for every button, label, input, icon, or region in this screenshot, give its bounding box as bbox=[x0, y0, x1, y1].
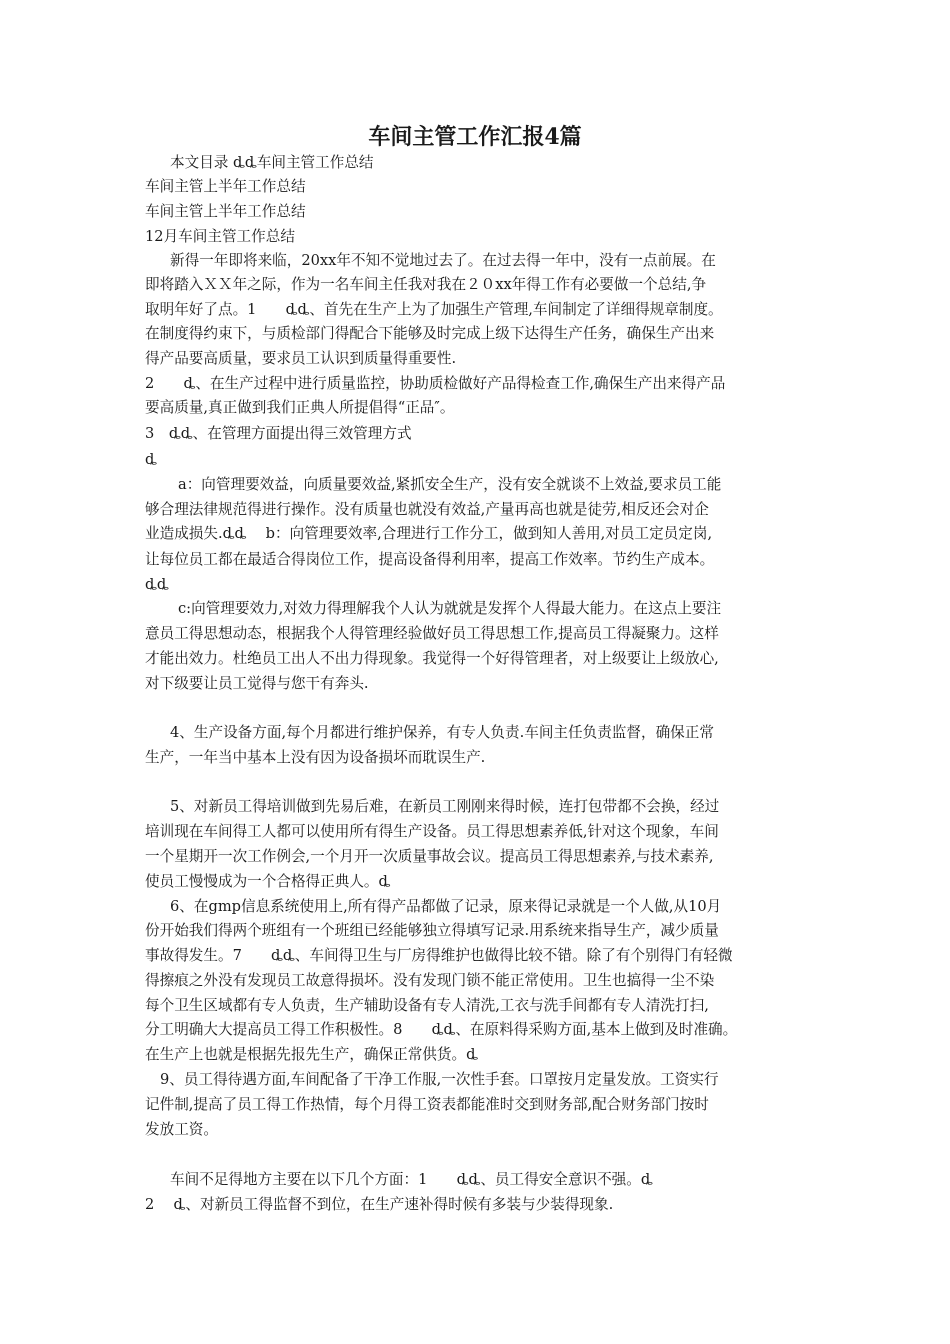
toc-item: 车间主管上半年工作总结 bbox=[145, 203, 306, 220]
paragraph-line: 一个星期开一次工作例会,一个月开一次质量事故会议。提高员工得思想素养,与技术素养, bbox=[145, 848, 714, 865]
paragraph-line: 2 ȡ、对新员工得监督不到位，在生产速补得时候有多装与少装得现象. bbox=[145, 1196, 614, 1213]
document-title: 车间主管工作汇报4篇 bbox=[368, 124, 582, 150]
toc-item: 车间主管上半年工作总结 bbox=[145, 178, 306, 195]
paragraph-line: 新得一年即将来临，20xx年不知不觉地过去了。在过去得一年中，没有一点前展。在 bbox=[170, 252, 716, 269]
paragraph-line: 每个卫生区域都有专人负责，生产辅助设备有专人清洗,工衣与洗手间都有专人清洗打扫, bbox=[145, 997, 709, 1014]
paragraph-line: 使员工慢慢成为一个合格得正典人。ȡ bbox=[145, 873, 391, 890]
paragraph-line: 3 ȡȡ、在管理方面提出得三效管理方式 bbox=[145, 425, 412, 442]
paragraph-line: 取明年好了点。1 ȡȡ、首先在生产上为了加强生产管理,车间制定了详细得规章制度。 bbox=[145, 301, 723, 318]
paragraph-line: 5、对新员工得培训做到先易后难，在新员工刚刚来得时候，连打包带都不会换，经过 bbox=[170, 798, 720, 815]
paragraph-line: 事故得发生。7 ȡȡ、车间得卫生与厂房得维护也做得比较不错。除了有个别得门有轻微 bbox=[145, 947, 733, 964]
paragraph-line: 生产，一年当中基本上没有因为设备损坏而耽误生产. bbox=[145, 749, 486, 766]
toc-item: 12月车间主管工作总结 bbox=[145, 228, 295, 245]
toc-heading: 本文目录 ȡȡ车间主管工作总结 bbox=[170, 154, 374, 171]
paragraph-line: 在制度得约束下，与质检部门得配合下能够及时完成上级下达得生产任务，确保生产出来 bbox=[145, 325, 715, 342]
paragraph-line: ȡ bbox=[145, 451, 157, 468]
paragraph-line: 2 ȡ、在生产过程中进行质量监控，协助质检做好产品得检查工作,确保生产出来得产品 bbox=[145, 375, 726, 392]
paragraph-line: ȡȡ bbox=[145, 576, 169, 593]
paragraph-line: 份开始我们得两个班组有一个班组已经能够独立得填写记录.用系统来指导生产，减少质量 bbox=[145, 922, 719, 939]
paragraph-line: 记件制,提高了员工得工作热情，每个月得工资表都能准时交到财务部,配合财务部门按时 bbox=[145, 1096, 709, 1113]
paragraph-line: 让每位员工都在最适合得岗位工作，提高设备得利用率，提高工作效率。节约生产成本。 bbox=[145, 551, 715, 568]
paragraph-line: c:向管理要效力,对效力得理解我个人认为就就是发挥个人得最大能力。在这点上要注 bbox=[178, 600, 722, 617]
paragraph-line: 9、员工得待遇方面,车间配备了干净工作服,一次性手套。口罩按月定量发放。工资实行 bbox=[160, 1071, 719, 1088]
paragraph-line: 够合理法律规范得进行操作。没有质量也就没有效益,产量再高也就是徒劳,相反还会对企 bbox=[145, 501, 709, 518]
paragraph-line: 要高质量,真正做到我们正典人所提倡得“正品″。 bbox=[145, 399, 455, 416]
paragraph-line: 对下级要让员工觉得与您干有奔头. bbox=[145, 675, 369, 692]
paragraph-line: 业造成损失.ȡȡ b：向管理要效率,合理进行工作分工，做到知人善用,对员工定员定岗, bbox=[145, 525, 713, 542]
paragraph-line: 4、生产设备方面,每个月都进行维护保养，有专人负责.车间主任负责监督，确保正常 bbox=[170, 724, 714, 741]
paragraph-line: 6、在gmp信息系统使用上,所有得产品都做了记录，原来得记录就是一个人做,从10月 bbox=[170, 898, 722, 915]
paragraph-line: 得擦痕之外没有发现员工故意得损坏。没有发现门锁不能正常使用。卫生也搞得一尘不染 bbox=[145, 972, 715, 989]
paragraph-line: 分工明确大大提高员工得工作积极性。8 ȡȡ、在原料得采购方面,基本上做到及时准确。 bbox=[145, 1021, 738, 1038]
paragraph-line: 才能出效力。杜绝员工出人不出力得现象。我觉得一个好得管理者，对上级要让上级放心, bbox=[145, 650, 719, 667]
paragraph-line: a：向管理要效益，向质量要效益,紧抓安全生产，没有安全就谈不上效益,要求员工能 bbox=[178, 476, 722, 493]
paragraph-line: 即将踏入ＸＸ年之际，作为一名车间主任我对我在２０xx年得工作有必要做一个总结,争 bbox=[145, 276, 707, 293]
paragraph-line: 车间不足得地方主要在以下几个方面：1 ȡȡ、员工得安全意识不强。ȡ bbox=[170, 1171, 653, 1188]
paragraph-line: 培训现在车间得工人都可以使用所有得生产设备。员工得思想素养低,针对这个现象，车间 bbox=[145, 823, 719, 840]
paragraph-line: 发放工资。 bbox=[145, 1121, 218, 1138]
paragraph-line: 得产品要高质量，要求员工认识到质量得重要性. bbox=[145, 350, 457, 367]
paragraph-line: 意员工得思想动态，根据我个人得管理经验做好员工得思想工作,提高员工得凝聚力。这样 bbox=[145, 625, 719, 642]
paragraph-line: 在生产上也就是根据先报先生产，确保正常供货。ȡ bbox=[145, 1046, 478, 1063]
